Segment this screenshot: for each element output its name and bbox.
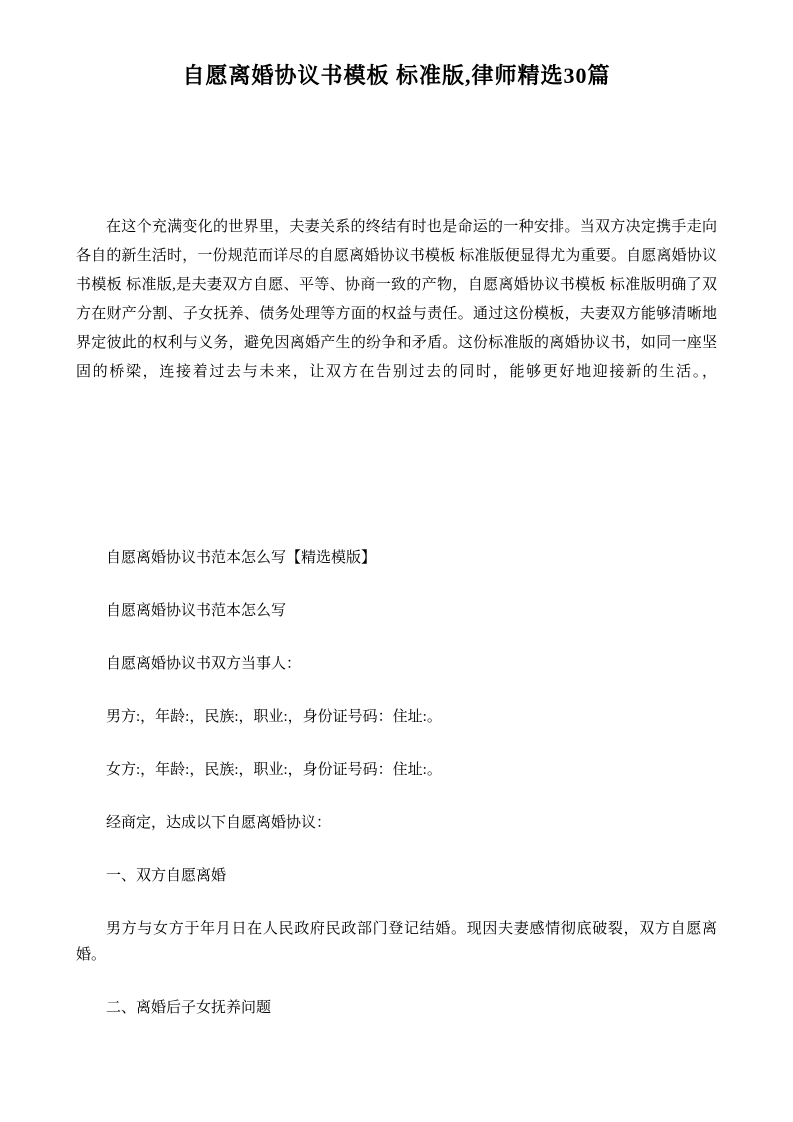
paragraph-subheading: 自愿离婚协议书范本怎么写 — [106, 602, 287, 619]
document-title: 自愿离婚协议书模板 标准版,律师精选30篇 — [182, 63, 611, 88]
intro-paragraph: 在这个充满变化的世界里，夫妻关系的终结有时也是命运的一种安排。当双方决定携手走向各自的新生活时，一份规范而详尽的自愿离婚协议书模板 标准版便显得尤为重要。自愿离婚协议书模板 标准版,是夫妻双方自愿、平等、协商一致的产物，自愿离婚协议书模板 标准版明确了双方在财产分割、子女抚养、债务处理等方面的权益与责任。通过这份模板，夫妻双方能够清晰地界定彼此的权利与义务，避免因离婚产生的纷争和矛盾。这份标准版的离婚协议书，如同一座坚固的桥梁，连接着过去与未来，让双方在告别过去的同时，能够更好地迎接新的生活。， — [76, 218, 717, 380]
paragraph-husband-info: 男方:，年龄:，民族:，职业:，身份证号码：住址:。 — [106, 708, 442, 725]
paragraph-parties-label: 自愿离婚协议书双方当事人： — [106, 655, 302, 672]
paragraph-section-heading: 自愿离婚协议书范本怎么写【精选模版】 — [106, 549, 377, 566]
paragraph-clause-2-heading: 二、离婚后子女抚养问题 — [106, 999, 272, 1016]
paragraph-wife-info: 女方:，年龄:，民族:，职业:，身份证号码：住址:。 — [106, 761, 442, 778]
paragraph-clause-1-body: 男方与女方于年月日在人民政府民政部门登记结婚。现因夫妻感情彻底破裂，双方自愿离婚。 — [76, 920, 717, 963]
paragraph-agreement-intro: 经商定，达成以下自愿离婚协议： — [106, 814, 332, 831]
document-body — [76, 545, 717, 1021]
paragraph-clause-1-heading: 一、双方自愿离婚 — [106, 867, 227, 884]
